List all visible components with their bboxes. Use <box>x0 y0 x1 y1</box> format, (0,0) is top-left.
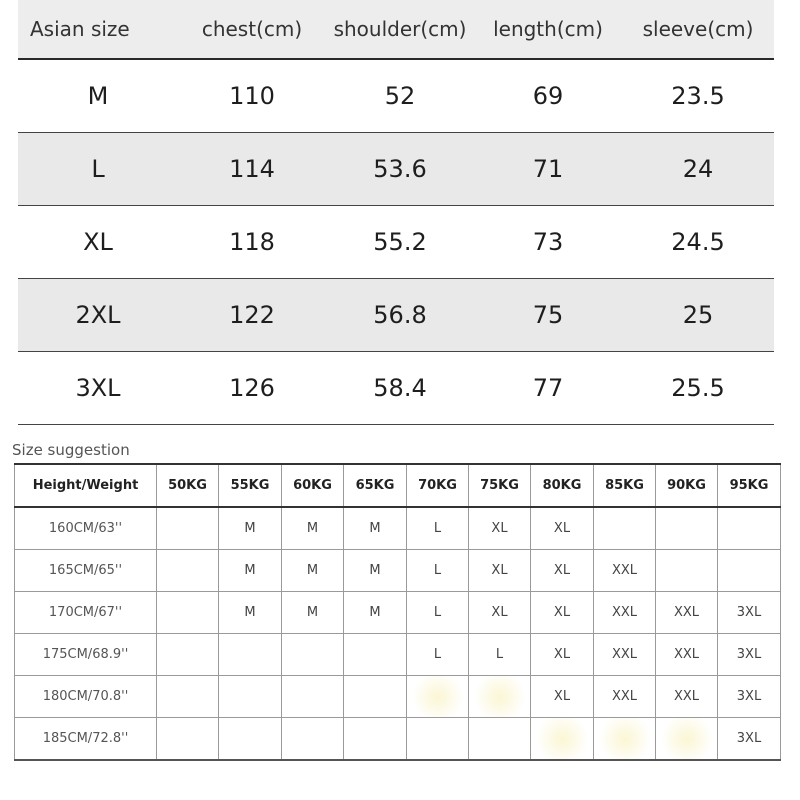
size-cell: XXL <box>594 592 656 634</box>
size-cell: XL <box>531 507 594 550</box>
size-cell <box>594 718 656 761</box>
suggestion-row <box>15 592 781 634</box>
suggestion-header-row <box>15 464 781 507</box>
length-value: 77 <box>532 374 564 402</box>
header-weight: 60KG <box>282 464 344 507</box>
size-chart-header <box>18 0 774 60</box>
header-weight: 85KG <box>594 464 656 507</box>
header-weight: 70KG <box>407 464 469 507</box>
header-length: length(cm) <box>493 17 603 41</box>
size-cell: M <box>219 507 282 550</box>
size-cell <box>594 507 656 550</box>
size-cell <box>282 676 344 718</box>
height-cell: 165CM/65'' <box>15 550 157 592</box>
size-cell: L <box>407 550 469 592</box>
size-cell <box>531 718 594 761</box>
height-cell: 170CM/67'' <box>15 592 157 634</box>
suggestion-row <box>15 676 781 718</box>
height-cell: 160CM/63'' <box>15 507 157 550</box>
size-cell <box>656 718 718 761</box>
header-shoulder: shoulder(cm) <box>333 17 467 41</box>
size-label: L <box>91 155 105 183</box>
height-cell: 180CM/70.8'' <box>15 676 157 718</box>
height-cell: 185CM/72.8'' <box>15 718 157 761</box>
size-cell <box>656 550 718 592</box>
size-cell <box>219 634 282 676</box>
size-cell: M <box>219 550 282 592</box>
length-value: 69 <box>532 82 564 110</box>
size-cell <box>718 550 781 592</box>
sleeve-value: 25 <box>682 301 714 329</box>
chest-value: 118 <box>229 228 275 256</box>
sleeve-value: 24 <box>682 155 714 183</box>
header-asian-size: Asian size <box>30 17 130 41</box>
size-cell: M <box>219 592 282 634</box>
height-cell: 175CM/68.9'' <box>15 634 157 676</box>
size-cell <box>219 676 282 718</box>
size-cell <box>157 592 219 634</box>
size-cell <box>282 718 344 761</box>
suggestion-row <box>15 718 781 761</box>
size-cell: XXL <box>594 550 656 592</box>
size-cell: XL <box>469 507 531 550</box>
size-cell: XL <box>531 550 594 592</box>
header-weight: 65KG <box>344 464 407 507</box>
size-label: 2XL <box>75 301 121 329</box>
size-cell <box>157 634 219 676</box>
size-cell <box>469 676 531 718</box>
size-cell <box>344 634 407 676</box>
size-label: M <box>87 82 109 110</box>
size-cell <box>157 507 219 550</box>
header-height-weight: Height/Weight <box>15 464 157 507</box>
header-weight: 80KG <box>531 464 594 507</box>
suggestion-row <box>15 550 781 592</box>
shoulder-value: 52 <box>384 82 416 110</box>
size-cell: XXL <box>594 676 656 718</box>
shoulder-value: 55.2 <box>373 228 427 256</box>
size-cell: M <box>282 507 344 550</box>
header-weight: 90KG <box>656 464 718 507</box>
size-cell: M <box>344 550 407 592</box>
header-weight: 50KG <box>157 464 219 507</box>
size-cell: XXL <box>656 676 718 718</box>
size-cell: 3XL <box>718 676 781 718</box>
chest-value: 122 <box>229 301 275 329</box>
size-cell: XL <box>531 676 594 718</box>
length-value: 71 <box>532 155 564 183</box>
shoulder-value: 53.6 <box>373 155 427 183</box>
size-cell: XXL <box>656 634 718 676</box>
size-cell: L <box>407 592 469 634</box>
chest-value: 114 <box>229 155 275 183</box>
size-cell: XL <box>469 592 531 634</box>
header-chest: chest(cm) <box>201 17 303 41</box>
shoulder-value: 56.8 <box>373 301 427 329</box>
chest-value: 126 <box>229 374 275 402</box>
size-cell: M <box>282 550 344 592</box>
size-label: 3XL <box>75 374 121 402</box>
size-cell: L <box>407 507 469 550</box>
header-sleeve: sleeve(cm) <box>642 17 754 41</box>
size-cell <box>157 676 219 718</box>
sleeve-value: 23.5 <box>671 82 725 110</box>
size-cell <box>219 718 282 761</box>
size-row-xl <box>18 206 774 279</box>
size-cell: M <box>344 507 407 550</box>
shoulder-value: 58.4 <box>373 374 427 402</box>
size-cell: M <box>282 592 344 634</box>
size-chart-table <box>18 0 774 425</box>
suggestion-row <box>15 634 781 676</box>
size-cell: XXL <box>594 634 656 676</box>
size-row-l <box>18 133 774 206</box>
sleeve-value: 24.5 <box>671 228 725 256</box>
size-cell: XXL <box>656 592 718 634</box>
size-cell: 3XL <box>718 718 781 761</box>
size-cell <box>656 507 718 550</box>
length-value: 75 <box>532 301 564 329</box>
size-row-3xl <box>18 352 774 425</box>
size-row-2xl <box>18 279 774 352</box>
header-weight: 55KG <box>219 464 282 507</box>
size-suggestion-table <box>14 463 781 761</box>
size-cell: XL <box>531 592 594 634</box>
size-cell <box>469 718 531 761</box>
size-cell <box>344 718 407 761</box>
size-cell <box>407 718 469 761</box>
size-cell: XL <box>469 550 531 592</box>
size-cell: L <box>407 634 469 676</box>
header-weight: 75KG <box>469 464 531 507</box>
size-cell <box>157 550 219 592</box>
size-label: XL <box>83 228 113 256</box>
size-suggestion-title: Size suggestion <box>12 441 130 459</box>
size-cell <box>344 676 407 718</box>
size-cell <box>157 718 219 761</box>
size-cell: 3XL <box>718 592 781 634</box>
header-weight: 95KG <box>718 464 781 507</box>
length-value: 73 <box>532 228 564 256</box>
suggestion-row <box>15 507 781 550</box>
size-cell: 3XL <box>718 634 781 676</box>
size-row-m <box>18 60 774 133</box>
size-cell: L <box>469 634 531 676</box>
size-cell <box>407 676 469 718</box>
size-cell <box>718 507 781 550</box>
chest-value: 110 <box>229 82 275 110</box>
size-cell: M <box>344 592 407 634</box>
sleeve-value: 25.5 <box>671 374 725 402</box>
size-cell <box>282 634 344 676</box>
size-cell: XL <box>531 634 594 676</box>
